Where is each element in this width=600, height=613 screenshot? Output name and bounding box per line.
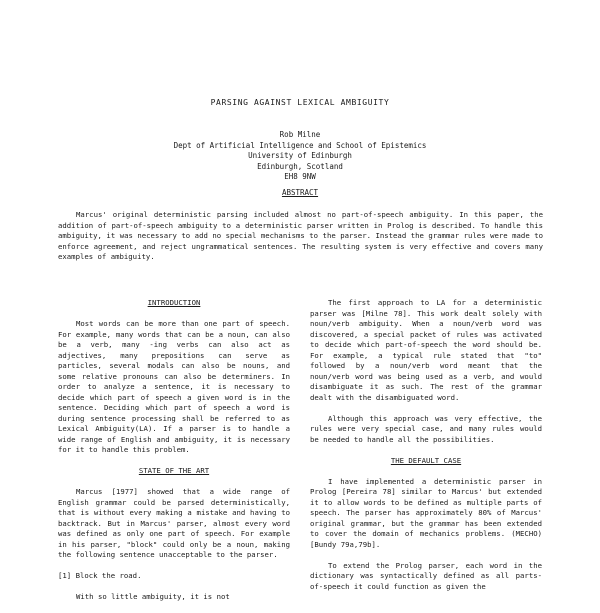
author-name: Rob Milne xyxy=(279,130,321,139)
author-block xyxy=(0,130,600,183)
author-city: Edinburgh, Scotland xyxy=(257,161,343,171)
paper-title: PARSING AGAINST LEXICAL AMBIGUITY xyxy=(210,98,390,107)
state-of-the-art-heading: STATE OF THE ART xyxy=(138,466,210,475)
although-paragraph: Although this approach was very effective, the rules were very special case, and many rules would be needed to handle all the possibilities. xyxy=(310,413,542,444)
example-sentence: [1] Block the road. xyxy=(58,571,142,580)
default-case-heading: THE DEFAULT CASE xyxy=(390,455,462,465)
author-affiliation: Dept of Artificial Intelligence and School of Epistemics xyxy=(173,140,427,150)
abstract-heading: ABSTRACT xyxy=(281,188,319,197)
author-postcode: EH8 9NW xyxy=(284,172,316,181)
left-column-fragment: With so little ambiguity, it is not xyxy=(76,592,230,601)
first-approach-paragraph: The first approach to LA for a deterministic parser was [Milne 78]. This work dealt solely with noun/verb ambiguity. When a noun/verb word was discovered, a special packet of rules was activated to decide which part-of-speech the word should be. For example, a typical rule stated that "to" followed by a noun/verb word meant that the noun/verb word was being used as a verb, and would disambiguate it as such. The rest of the grammar dealt with the disambiguated word. xyxy=(310,298,542,402)
author-university: University of Edinburgh xyxy=(248,151,352,160)
abstract-text: Marcus' original deterministic parsing included almost no part-of-speech ambiguity. In this paper, the addition of part-of-speech ambiguity to a deterministic parser written in Prolog is described. To handle this ambiguity, it was necessary to add no special mechanisms to the parser. Instead the grammar rules were made to enforce agreement, and reject ungrammatical sentences. The resulting system is very effective and covers many examples of ambiguity. xyxy=(58,210,543,261)
right-column xyxy=(310,298,542,603)
implementation-paragraph: I have implemented a deterministic parser in Prolog [Pereira 78] similar to Marcus' but extended it to allow words to be defined as multiple parts of speech. The parser has approximately 80% of Marcus' original grammar, but the grammar has been extended to cover the domain of mechanics problems. (MECHO) [Bundy 79a,79b]. xyxy=(310,476,542,549)
state-of-the-art-paragraph: Marcus [1977] showed that a wide range of English grammar could be parsed deterministically, that is without every making a mistake and having to backtrack. But in Marcus' parser, almost every word was defined as only one part of speech. For example in his parser, "block" could only be a noun, making the following sentence unacceptable to the parser. xyxy=(58,487,290,559)
introduction-paragraph: Most words can be more than one part of speech. For example, many words that can be a noun, can also be a verb, many -ing verbs can also act as adjectives, many prepositions can serve as particles, several modals can also be nouns, and some relative pronouns can also be determiners. In order to analyze a sentence, it is necessary to decide which part of speech a given word is in the sentence. Deciding which part of speech a word is during sentence processing shall be referred to as Lexical Ambiguity(LA). If a parser is to handle a wide range of English and ambiguity, it is necessary for it to handle this problem. xyxy=(58,319,290,454)
extension-paragraph: To extend the Prolog parser, each word in the dictionary was syntactically defined as all parts-of-speech it could function as given the xyxy=(310,560,542,591)
introduction-heading: INTRODUCTION xyxy=(147,298,201,307)
left-column xyxy=(58,298,290,613)
